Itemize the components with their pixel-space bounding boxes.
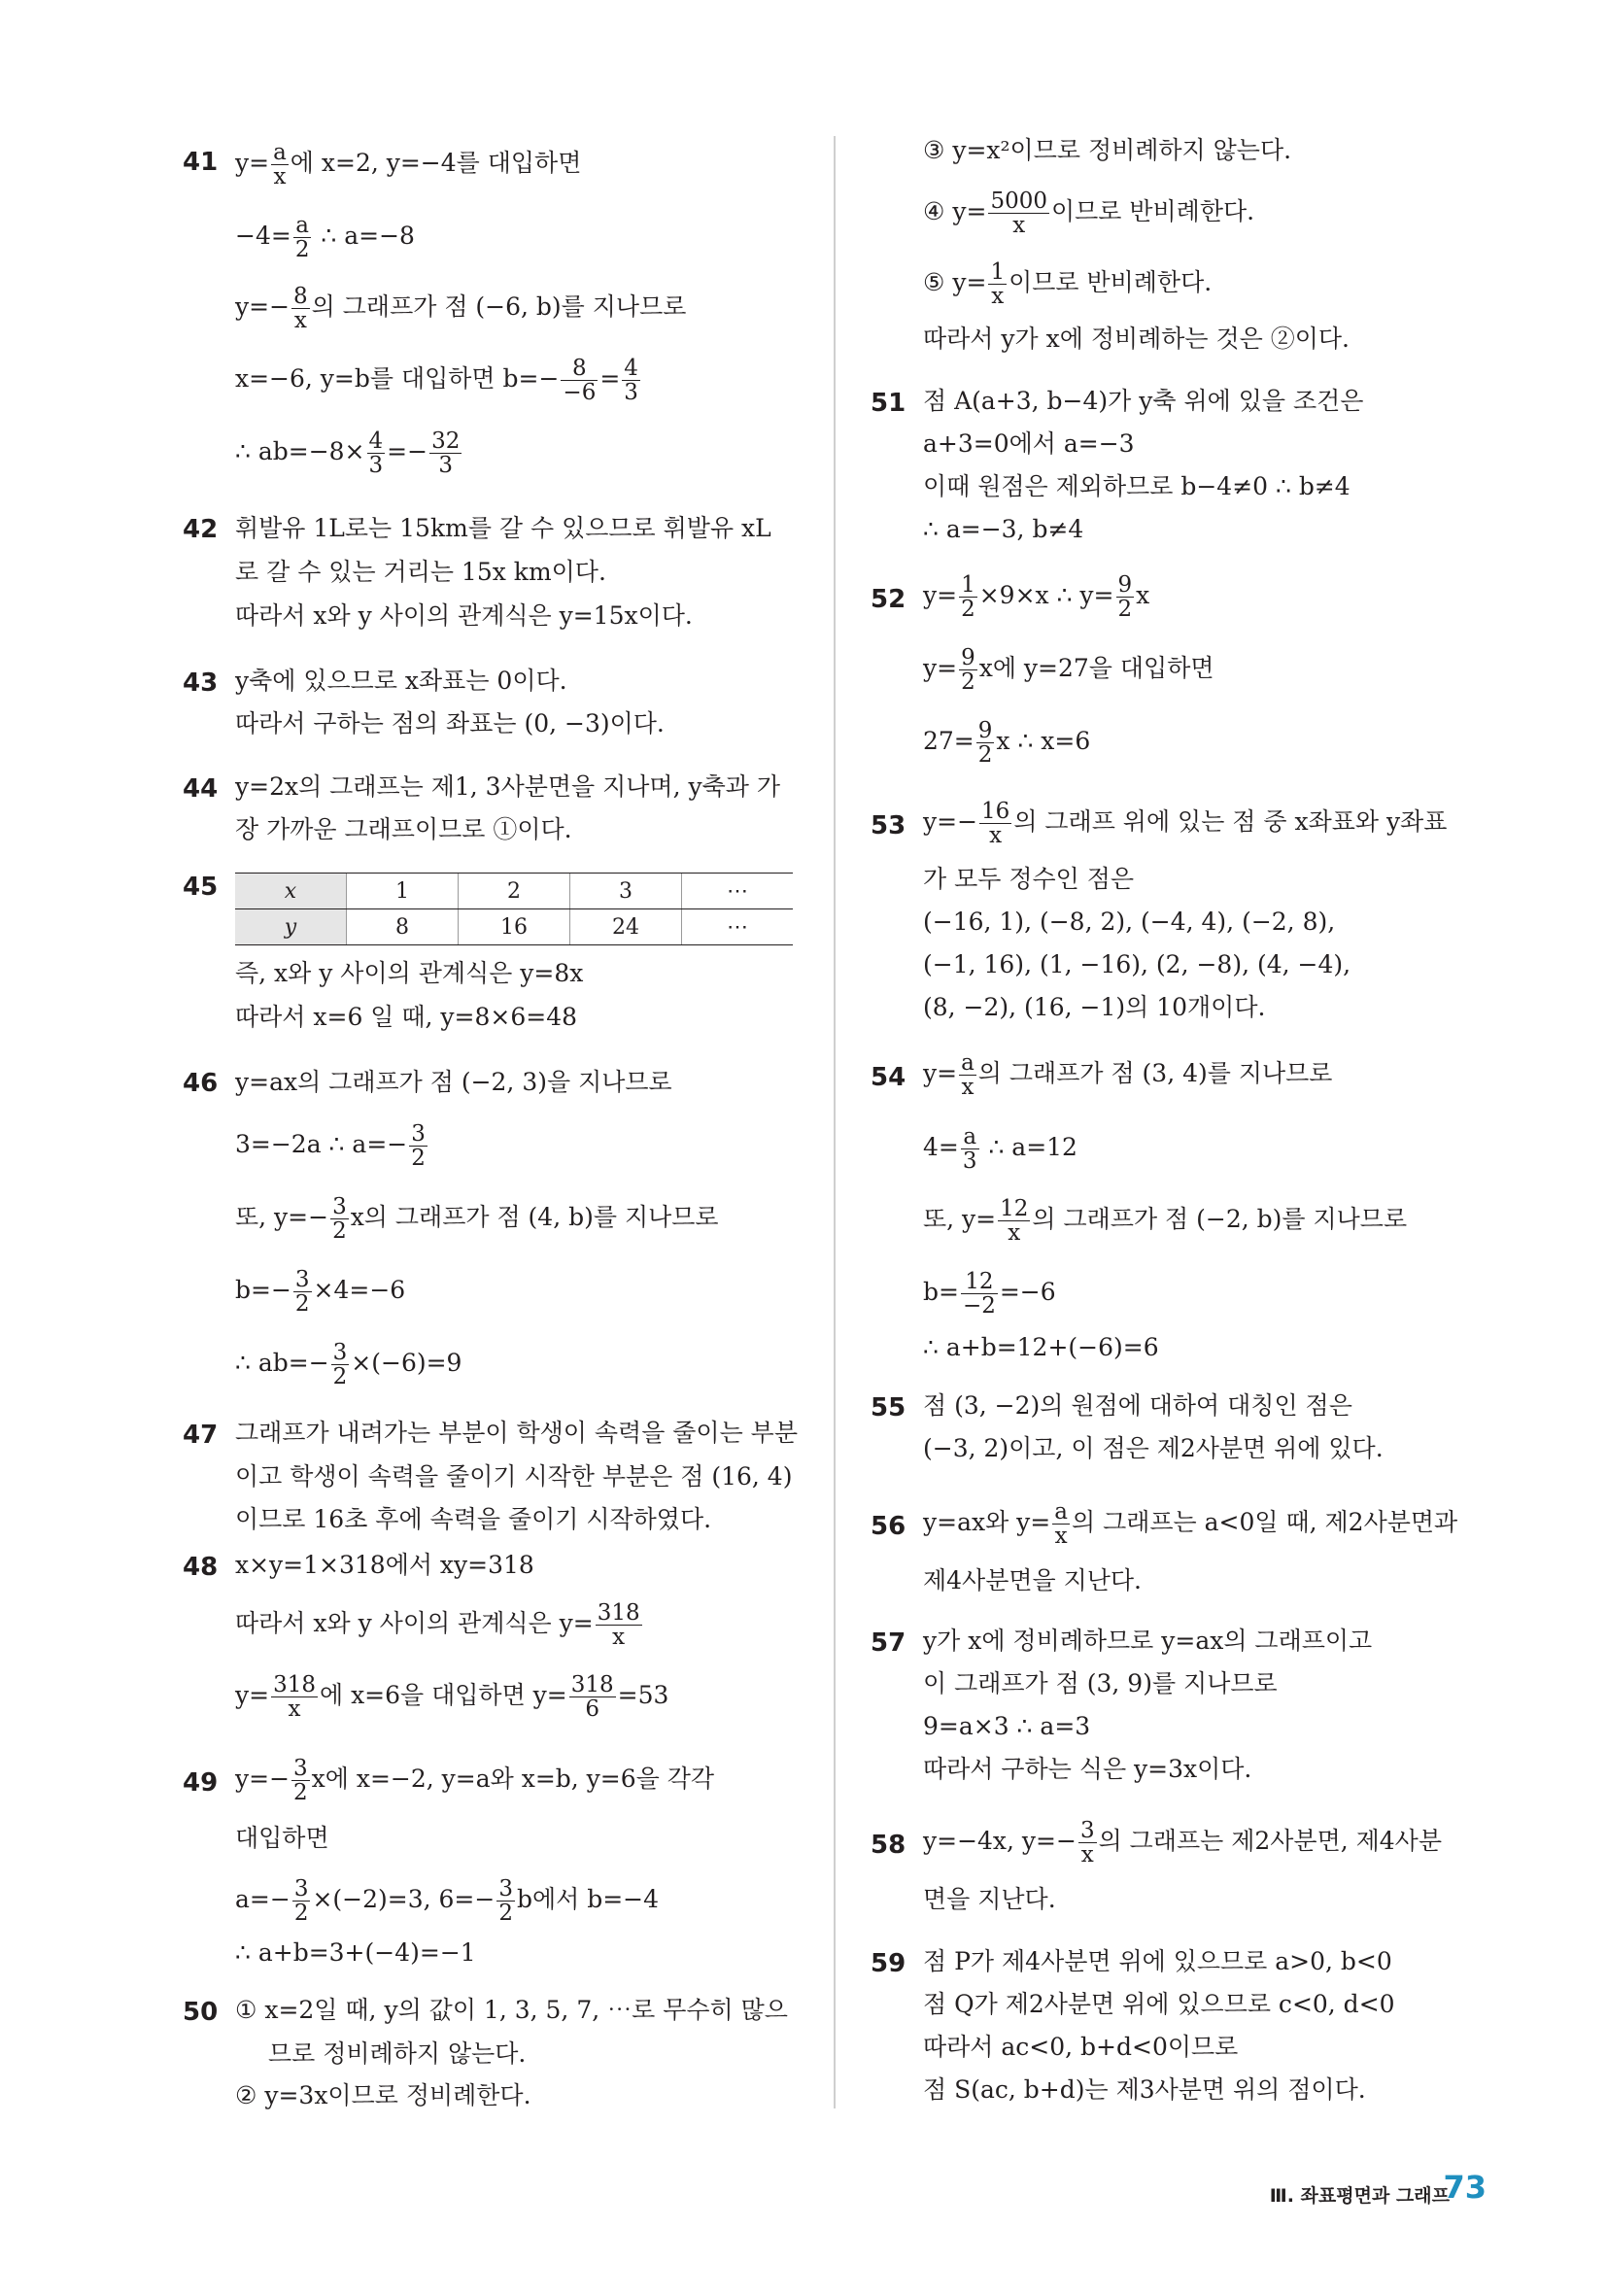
fraction: $\frac{318}{x}$ [597, 1600, 640, 1651]
solution-line: (8, −2), (16, −1)의 10개이다. [923, 993, 1266, 1021]
solution-line: 따라서 구하는 식은 y=3x이다. [923, 1755, 1252, 1783]
fraction: $\frac{8}{x}$ [293, 284, 308, 334]
table-cell: 1 [347, 874, 459, 909]
solution-line: b=− $\frac{3}{2}$ ×4=−6 [235, 1267, 406, 1318]
table-cell: 3 [570, 874, 682, 909]
problem-number: 45 [183, 873, 219, 902]
solution-line: 또, y= $\frac{12}{x}$ 의 그래프가 점 (−2, b)를 지나므로 [923, 1196, 1408, 1247]
solution-line: y=− $\frac{16}{x}$ 의 그래프 위에 있는 점 중 x좌표와 y좌표 [923, 799, 1448, 849]
fraction: $\frac{12}{x}$ [1000, 1196, 1029, 1247]
solution-line: b= $\frac{12}{-2}$ =−6 [923, 1269, 1056, 1319]
solution-line: 가 모두 정수인 점은 [923, 865, 1135, 893]
fraction: $\frac{a}{x}$ [1054, 1499, 1068, 1550]
solution-line: y= $\frac{a}{x}$ 의 그래프가 점 (3, 4)를 지나므로 [923, 1050, 1333, 1101]
solution-line: y= $\frac{1}{2}$ ×9×x ∴ y= $\frac{9}{2}$ x [923, 572, 1150, 623]
solution-line: 이 그래프가 점 (3, 9)를 지나므로 [923, 1669, 1278, 1697]
fraction: $\frac{3}{2}$ [498, 1876, 513, 1927]
fraction: $\frac{9}{2}$ [961, 645, 975, 696]
page-number: 73 [1443, 2169, 1487, 2206]
solution-line: 즉, x와 y 사이의 관계식은 y=8x [235, 959, 584, 987]
solution-line: y=2x의 그래프는 제1, 3사분면을 지나며, y축과 가 [235, 772, 780, 801]
solution-line: 따라서 x와 y 사이의 관계식은 y= $\frac{318}{x}$ [235, 1600, 640, 1651]
problem-number: 58 [871, 1831, 906, 1860]
fraction: $\frac{318}{6}$ [570, 1672, 614, 1723]
table-row [235, 874, 793, 909]
solution-line: a=− $\frac{3}{2}$ ×(−2)=3, 6=− $\frac{3}{2}$ b에서 b=−4 [235, 1876, 660, 1927]
problem-number: 52 [871, 585, 906, 614]
solution-line: 3=−2a ∴ a=− $\frac{3}{2}$ [235, 1121, 426, 1172]
fraction: $\frac{3}{2}$ [332, 1340, 348, 1390]
solution-line: 휘발유 1L로는 15km를 갈 수 있으므로 휘발유 xL [235, 514, 771, 542]
solution-line: 따라서 y가 x에 정비례하는 것은 ②이다. [923, 325, 1351, 353]
solution-line: ∴ ab=− $\frac{3}{2}$ ×(−6)=9 [235, 1340, 462, 1390]
problem-number: 42 [183, 515, 219, 544]
solution-line: y= $\frac{a}{x}$ 에 x=2, y=−4를 대입하면 [235, 140, 582, 190]
solution-line: ∴ a=−3, b≠4 [923, 515, 1084, 543]
fraction: $\frac{a}{2}$ [294, 213, 310, 263]
table-header-cell: x [235, 874, 347, 909]
solution-line: 점 P가 제4사분면 위에 있으므로 a>0, b<0 [923, 1947, 1392, 1975]
solution-line: y=− $\frac{8}{x}$ 의 그래프가 점 (−6, b)를 지나므로 [235, 284, 687, 334]
solution-line: 이고 학생이 속력을 줄이기 시작한 부분은 점 (16, 4) [235, 1462, 793, 1491]
fraction: $\frac{12}{-2}$ [962, 1269, 996, 1319]
fraction: $\frac{3}{2}$ [293, 1876, 309, 1927]
solution-line: 점 (3, −2)의 원점에 대하여 대칭인 점은 [923, 1391, 1352, 1420]
table-cell: ⋯ [682, 874, 794, 909]
problem-number: 50 [183, 1998, 219, 2027]
table-row [235, 909, 793, 945]
solution-line: 대입하면 [235, 1824, 329, 1852]
fraction: $\frac{5000}{x}$ [990, 188, 1047, 239]
fraction: $\frac{a}{3}$ [962, 1124, 977, 1175]
problem-number: 47 [183, 1421, 219, 1450]
solution-line: 4= $\frac{a}{3}$ ∴ a=12 [923, 1124, 1077, 1175]
solution-line: ② y=3x이므로 정비례한다. [235, 2081, 531, 2109]
solution-line: y=− $\frac{3}{2}$ x에 x=−2, y=a와 x=b, y=6을 각각 [235, 1756, 715, 1806]
solution-line: 9=a×3 ∴ a=3 [923, 1712, 1091, 1740]
problem-number: 46 [183, 1069, 219, 1098]
solution-line: (−16, 1), (−8, 2), (−4, 4), (−2, 8), [923, 908, 1336, 936]
solution-line: 따라서 x=6 일 때, y=8×6=48 [235, 1003, 578, 1031]
table-cell: 16 [459, 909, 570, 945]
fraction: $\frac{3}{2}$ [293, 1756, 308, 1806]
solution-line: 따라서 구하는 점의 좌표는 (0, −3)이다. [235, 709, 665, 737]
fraction: $\frac{3}{2}$ [332, 1194, 347, 1245]
table-cell: 24 [570, 909, 682, 945]
column-divider [834, 136, 836, 2108]
solution-line: (−1, 16), (1, −16), (2, −8), (4, −4), [923, 950, 1351, 978]
solution-line: 따라서 ac<0, b+d<0이므로 [923, 2033, 1239, 2061]
fraction: $\frac{318}{x}$ [273, 1672, 316, 1723]
problem-number: 54 [871, 1063, 906, 1092]
fraction: $\frac{4}{3}$ [368, 428, 384, 479]
solution-line: 이므로 16초 후에 속력을 줄이기 시작하였다. [235, 1505, 712, 1533]
solution-line: 제4사분면을 지난다. [923, 1566, 1142, 1594]
solution-line: y가 x에 정비례하므로 y=ax의 그래프이고 [923, 1627, 1373, 1655]
fraction: $\frac{3}{x}$ [1079, 1818, 1095, 1868]
solution-line: ③ y=x²이므로 정비례하지 않는다. [923, 136, 1292, 164]
solution-line: x×y=1×318에서 xy=318 [235, 1551, 534, 1579]
solution-line: y=−4x, y=− $\frac{3}{x}$ 의 그래프는 제2사분면, 제4사분 [923, 1818, 1442, 1868]
solution-line: 면을 지난다. [923, 1885, 1056, 1913]
solution-line: −4= $\frac{a}{2}$ ∴ a=−8 [235, 213, 415, 263]
solution-line: ① x=2일 때, y의 값이 1, 3, 5, 7, ⋯로 무수히 많으 [235, 1996, 788, 2024]
problem-number: 51 [871, 389, 906, 418]
solution-line: y= $\frac{9}{2}$ x에 y=27을 대입하면 [923, 645, 1214, 696]
problem-number: 44 [183, 774, 219, 804]
solution-line: y= $\frac{318}{x}$ 에 x=6을 대입하면 y= $\frac{318}{6}$ =53 [235, 1672, 669, 1723]
solution-line: a+3=0에서 a=−3 [923, 429, 1135, 458]
fraction: $\frac{8}{-6}$ [563, 356, 597, 406]
solution-line: 이때 원점은 제외하므로 b−4≠0 ∴ b≠4 [923, 472, 1351, 500]
fraction: $\frac{3}{2}$ [411, 1121, 426, 1172]
solution-line: 또, y=− $\frac{3}{2}$ x의 그래프가 점 (4, b)를 지나므로 [235, 1194, 719, 1245]
solution-line: 27= $\frac{9}{2}$ x ∴ x=6 [923, 718, 1091, 769]
solution-line: ④ y= $\frac{5000}{x}$ 이므로 반비례한다. [923, 188, 1255, 239]
table-header-cell: y [235, 909, 347, 945]
fraction: $\frac{16}{x}$ [981, 799, 1010, 849]
chapter-label: Ⅲ. 좌표평면과 그래프 [1269, 2185, 1450, 2207]
solution-line: 장 가까운 그래프이므로 ①이다. [235, 815, 572, 843]
problem-number: 43 [183, 668, 219, 698]
fraction: $\frac{9}{2}$ [1117, 572, 1133, 623]
fraction: $\frac{9}{2}$ [977, 718, 993, 769]
table-cell: ⋯ [682, 909, 794, 945]
solution-line: y=ax의 그래프가 점 (−2, 3)을 지나므로 [235, 1068, 672, 1096]
problem-number: 57 [871, 1628, 906, 1658]
table-cell: 8 [347, 909, 459, 945]
solution-line: y축에 있으므로 x좌표는 0이다. [235, 667, 567, 695]
problem-number: 53 [871, 811, 906, 840]
problem-number: 48 [183, 1553, 219, 1582]
solution-line: ∴ ab=−8× $\frac{4}{3}$ =− $\frac{32}{3}$ [235, 428, 461, 479]
solution-line: ∴ a+b=3+(−4)=−1 [235, 1938, 476, 1967]
solution-line: 점 A(a+3, b−4)가 y축 위에 있을 조건은 [923, 387, 1364, 415]
problem-number: 59 [871, 1949, 906, 1978]
value-table [235, 873, 793, 945]
solution-line: ∴ a+b=12+(−6)=6 [923, 1333, 1159, 1361]
solution-line: 그래프가 내려가는 부분이 학생이 속력을 줄이는 부분 [235, 1419, 798, 1447]
problem-number: 41 [183, 148, 219, 177]
solution-line: (−3, 2)이고, 이 점은 제2사분면 위에 있다. [923, 1434, 1384, 1462]
table-cell: 2 [459, 874, 570, 909]
fraction: $\frac{3}{2}$ [294, 1267, 310, 1318]
solution-line: 점 Q가 제2사분면 위에 있으므로 c<0, d<0 [923, 1990, 1395, 2018]
solution-line: 점 S(ac, b+d)는 제3사분면 위의 점이다. [923, 2075, 1366, 2104]
problem-number: 49 [183, 1768, 219, 1798]
fraction: $\frac{1}{2}$ [961, 572, 975, 623]
fraction: $\frac{a}{x}$ [273, 140, 287, 190]
solution-line: ⑤ y= $\frac{1}{x}$ 이므로 반비례한다. [923, 259, 1213, 310]
fraction: $\frac{4}{3}$ [624, 356, 638, 406]
fraction: $\frac{1}{x}$ [990, 259, 1006, 310]
solution-line: 따라서 x와 y 사이의 관계식은 y=15x이다. [235, 601, 693, 630]
solution-line: x=−6, y=b를 대입하면 b=− $\frac{8}{-6}$ = $\frac{4}{3}$ [235, 356, 638, 406]
problem-number: 56 [871, 1512, 906, 1541]
fraction: $\frac{a}{x}$ [961, 1050, 974, 1101]
problem-number: 55 [871, 1393, 906, 1422]
solution-line: 로 갈 수 있는 거리는 15x km이다. [235, 558, 606, 586]
fraction: $\frac{32}{3}$ [431, 428, 461, 479]
solution-line: 므로 정비례하지 않는다. [268, 2039, 527, 2068]
solution-line: y=ax와 y= $\frac{a}{x}$ 의 그래프는 a<0일 때, 제2사분면과 [923, 1499, 1458, 1550]
